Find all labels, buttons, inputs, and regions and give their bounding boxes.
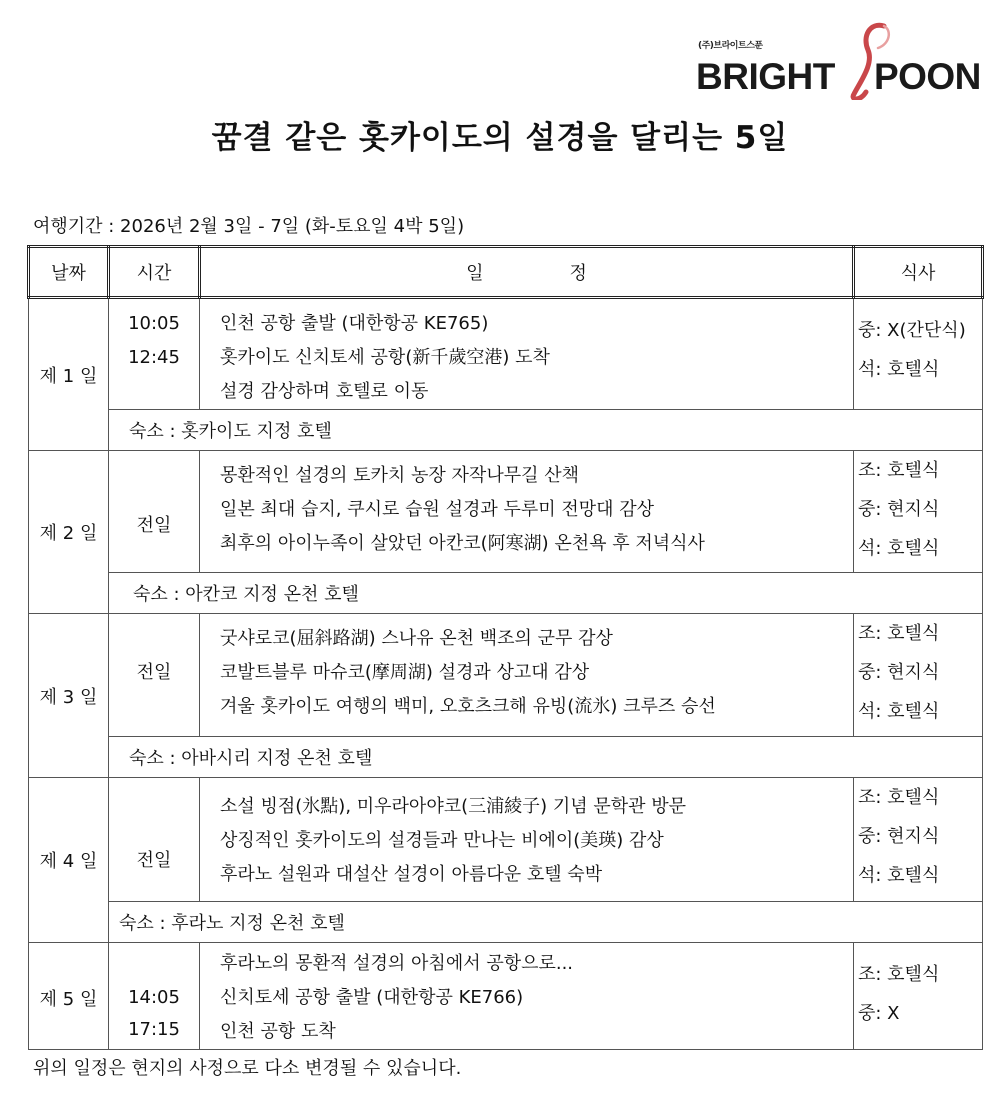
table-row-day-2 xyxy=(29,451,983,573)
logo-spoon-swirl-icon xyxy=(840,22,900,100)
meal-item: 석: 호텔식 xyxy=(858,359,940,380)
day-label: 제 5 일 xyxy=(29,943,109,1050)
lodging-text: 숙소 : 아바시리 지정 온천 호텔 xyxy=(109,737,983,778)
lodging-text: 숙소 : 후라노 지정 온천 호텔 xyxy=(109,902,983,943)
schedule-item: 후라노 설원과 대설산 설경이 아름다운 호텔 숙박 xyxy=(220,864,603,885)
lodging-text: 숙소 : 홋카이도 지정 호텔 xyxy=(109,410,983,451)
day-label: 제 3 일 xyxy=(29,614,109,778)
schedule-item: 인천 공항 도착 xyxy=(220,1021,336,1042)
lodging-row xyxy=(29,410,983,451)
time-value: 전일 xyxy=(109,451,200,573)
meal-item: 조: 호텔식 xyxy=(858,964,940,985)
lodging-row xyxy=(29,573,983,614)
schedule-item: 겨울 홋카이도 여행의 백미, 오호츠크해 유빙(流氷) 크루즈 승선 xyxy=(220,696,716,717)
meal-item: 조: 호텔식 xyxy=(858,787,940,808)
schedule-cell xyxy=(200,298,854,410)
meal-item: 석: 호텔식 xyxy=(858,701,940,722)
header-plan: 일 정 xyxy=(200,247,854,298)
header-meal: 식사 xyxy=(854,247,983,298)
schedule-item: 소설 빙점(氷點), 미우라아야코(三浦綾子) 기념 문학관 방문 xyxy=(220,796,687,817)
itinerary-table xyxy=(27,245,984,1050)
time-value: 12:45 xyxy=(128,347,180,368)
header-time: 시간 xyxy=(109,247,200,298)
schedule-item: 상징적인 홋카이도의 설경들과 만나는 비에이(美瑛) 감상 xyxy=(220,830,664,851)
meal-item: 중: X(간단식) xyxy=(858,320,966,341)
time-cell xyxy=(109,298,200,410)
table-row-day-4 xyxy=(29,778,983,902)
table-row-day-1 xyxy=(29,298,983,410)
logo-brand-text: BRIGHT POON xyxy=(696,56,981,97)
schedule-cell xyxy=(200,614,854,737)
meal-item: 조: 호텔식 xyxy=(858,460,940,481)
schedule-item: 일본 최대 습지, 쿠시로 습원 설경과 두루미 전망대 감상 xyxy=(220,499,655,520)
meal-item: 중: 현지식 xyxy=(858,662,940,683)
table-row-day-5 xyxy=(29,943,983,1050)
time-value: 전일 xyxy=(109,614,200,737)
schedule-item: 설경 감상하며 호텔로 이동 xyxy=(220,381,429,402)
time-value: 전일 xyxy=(109,778,200,902)
table-row-day-3 xyxy=(29,614,983,737)
meal-cell xyxy=(854,614,983,737)
time-value: 10:05 xyxy=(128,313,180,334)
meal-cell xyxy=(854,778,983,902)
header-day: 날짜 xyxy=(29,247,109,298)
lodging-row xyxy=(29,902,983,943)
meal-item: 중: X xyxy=(858,1003,900,1024)
meal-item: 조: 호텔식 xyxy=(858,623,940,644)
schedule-item: 최후의 아이누족이 살았던 아칸코(阿寒湖) 온천욕 후 저녁식사 xyxy=(220,533,705,554)
meal-cell xyxy=(854,298,983,410)
schedule-item: 후라노의 몽환적 설경의 아침에서 공항으로... xyxy=(220,953,574,974)
schedule-item: 홋카이도 신치토세 공항(新千歲空港) 도착 xyxy=(220,347,550,368)
schedule-item: 몽환적인 설경의 토카치 농장 자작나무길 산책 xyxy=(220,465,579,486)
lodging-text: 숙소 : 아칸코 지정 온천 호텔 xyxy=(109,573,983,614)
day-label: 제 1 일 xyxy=(29,298,109,451)
schedule-cell xyxy=(200,943,854,1050)
time-cell xyxy=(109,943,200,1050)
schedule-cell xyxy=(200,778,854,902)
footnote: 위의 일정은 현지의 사정으로 다소 변경될 수 있습니다. xyxy=(33,1058,462,1079)
schedule-item: 인천 공항 출발 (대한항공 KE765) xyxy=(220,313,489,334)
meal-item: 중: 현지식 xyxy=(858,826,940,847)
meal-cell xyxy=(854,943,983,1050)
meal-item: 중: 현지식 xyxy=(858,499,940,520)
meal-item: 석: 호텔식 xyxy=(858,538,940,559)
time-value: 17:15 xyxy=(128,1019,180,1040)
logo-company-name: (주)브라이트스푼 xyxy=(698,41,763,51)
time-value: 14:05 xyxy=(128,987,180,1008)
meal-cell xyxy=(854,451,983,573)
page-title: 꿈결 같은 홋카이도의 설경을 달리는 5일 xyxy=(211,120,789,156)
day-label: 제 4 일 xyxy=(29,778,109,943)
meal-item: 석: 호텔식 xyxy=(858,865,940,886)
day-label: 제 2 일 xyxy=(29,451,109,614)
schedule-item: 코발트블루 마슈코(摩周湖) 설경과 상고대 감상 xyxy=(220,662,590,683)
schedule-cell xyxy=(200,451,854,573)
travel-period: 여행기간 : 2026년 2월 3일 - 7일 (화-토요일 4박 5일) xyxy=(33,216,465,237)
lodging-row xyxy=(29,737,983,778)
schedule-item: 굿샤로코(屈斜路湖) 스나유 온천 백조의 군무 감상 xyxy=(220,628,613,649)
header-row xyxy=(29,247,983,298)
company-logo xyxy=(690,22,981,100)
schedule-item: 신치토세 공항 출발 (대한항공 KE766) xyxy=(220,987,524,1008)
